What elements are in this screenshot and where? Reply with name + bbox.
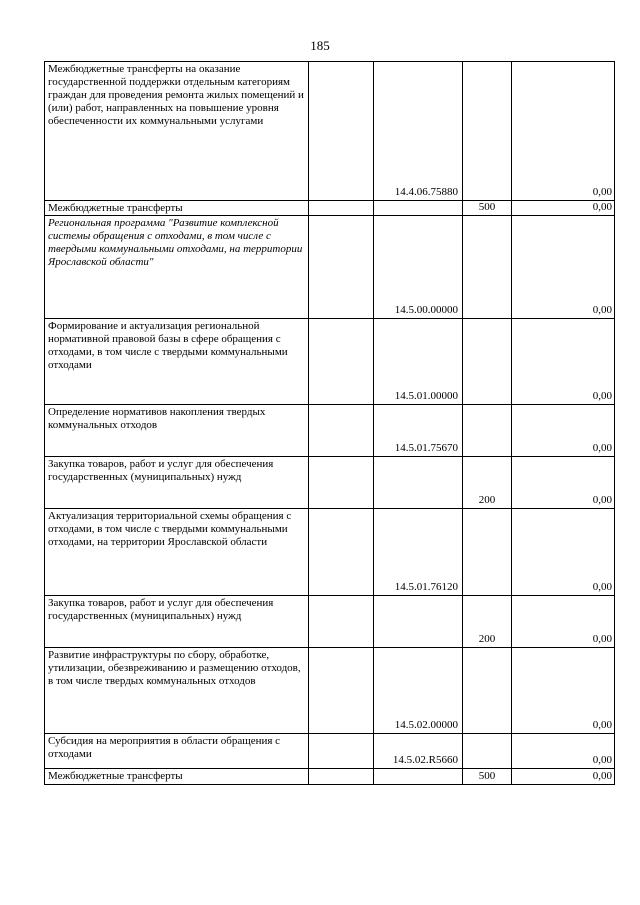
empty-cell <box>309 216 374 319</box>
table-row <box>45 201 615 216</box>
row-name <box>45 596 309 648</box>
empty-cell <box>309 405 374 457</box>
row-code: 14.5.01.75670 <box>374 405 463 457</box>
empty-cell <box>309 509 374 596</box>
row-code: 14.5.02.R5660 <box>374 734 463 769</box>
row-kind <box>463 734 512 769</box>
row-code: 14.5.00.00000 <box>374 216 463 319</box>
row-amount: 0,00 <box>512 216 615 319</box>
table-row <box>45 769 615 785</box>
row-code: 14.5.02.00000 <box>374 648 463 734</box>
row-kind: 200 <box>463 596 512 648</box>
row-kind <box>463 62 512 201</box>
row-amount: 0,00 <box>512 319 615 405</box>
row-name-text: Межбюджетные трансферты <box>48 202 183 214</box>
row-kind: 500 <box>463 201 512 216</box>
table-row <box>45 62 615 201</box>
row-name <box>45 509 309 596</box>
row-amount: 0,00 <box>512 405 615 457</box>
row-kind <box>463 216 512 319</box>
row-amount: 0,00 <box>512 62 615 201</box>
row-name-text: Закупка товаров, работ и услуг для обеспечения государственных (муниципальных) нужд <box>48 458 274 483</box>
row-name-text: Субсидия на мероприятия в области обращения с отходами <box>48 735 281 760</box>
empty-cell <box>309 201 374 216</box>
row-name-text: Региональная программа "Развитие комплексной системы обращения с отходами, в том числе с твердыми коммунальными отходами, на территории Ярославской области" <box>48 217 303 268</box>
row-name-text: Межбюджетные трансферты <box>48 770 183 782</box>
row-amount: 0,00 <box>512 457 615 509</box>
row-amount: 0,00 <box>512 201 615 216</box>
row-code: 14.5.01.00000 <box>374 319 463 405</box>
empty-cell <box>309 457 374 509</box>
row-name <box>45 319 309 405</box>
row-amount: 0,00 <box>512 734 615 769</box>
row-name <box>45 648 309 734</box>
row-kind <box>463 509 512 596</box>
table-row <box>45 405 615 457</box>
row-name <box>45 405 309 457</box>
row-amount: 0,00 <box>512 509 615 596</box>
row-code <box>374 769 463 785</box>
row-name-text: Закупка товаров, работ и услуг для обеспечения государственных (муниципальных) нужд <box>48 597 274 622</box>
empty-cell <box>309 319 374 405</box>
empty-cell <box>309 62 374 201</box>
row-name <box>45 201 309 216</box>
page-number: 185 <box>310 38 330 53</box>
budget-table-body <box>45 62 615 785</box>
row-code <box>374 457 463 509</box>
row-name-text: Формирование и актуализация региональной нормативной правовой базы в сфере обращения с отходами, в том числе с твердыми коммунальными отходами <box>48 320 288 371</box>
row-name-text: Актуализация территориальной схемы обращения с отходами, в том числе с твердыми коммунальными отходами, на территории Ярославской области <box>48 510 292 548</box>
row-kind <box>463 319 512 405</box>
row-name <box>45 769 309 785</box>
row-code: 14.4.06.75880 <box>374 62 463 201</box>
table-row <box>45 596 615 648</box>
row-code <box>374 596 463 648</box>
table-row <box>45 457 615 509</box>
row-name <box>45 216 309 319</box>
table-row <box>45 648 615 734</box>
row-code: 14.5.01.76120 <box>374 509 463 596</box>
row-kind <box>463 648 512 734</box>
row-name-text: Развитие инфраструктуры по сбору, обработке, утилизации, обезвреживанию и размещению отходов, в том числе твердых коммунальных отходов <box>48 649 301 687</box>
empty-cell <box>309 596 374 648</box>
row-name <box>45 62 309 201</box>
row-kind <box>463 405 512 457</box>
row-amount: 0,00 <box>512 596 615 648</box>
row-name-text: Определение нормативов накопления твердых коммунальных отходов <box>48 406 266 431</box>
table-row <box>45 509 615 596</box>
row-name <box>45 734 309 769</box>
budget-table <box>44 61 615 785</box>
empty-cell <box>309 734 374 769</box>
row-kind: 500 <box>463 769 512 785</box>
empty-cell <box>309 769 374 785</box>
empty-cell <box>309 648 374 734</box>
row-kind: 200 <box>463 457 512 509</box>
row-code <box>374 201 463 216</box>
row-name <box>45 457 309 509</box>
table-row <box>45 734 615 769</box>
table-row <box>45 216 615 319</box>
row-name-text: Межбюджетные трансферты на оказание государственной поддержки отдельным категориям граждан для проведения ремонта жилых помещений и (или) работ, направленных на повышение уровня обеспеченности их коммунальными услугами <box>48 63 304 127</box>
row-amount: 0,00 <box>512 769 615 785</box>
row-amount: 0,00 <box>512 648 615 734</box>
table-row <box>45 319 615 405</box>
